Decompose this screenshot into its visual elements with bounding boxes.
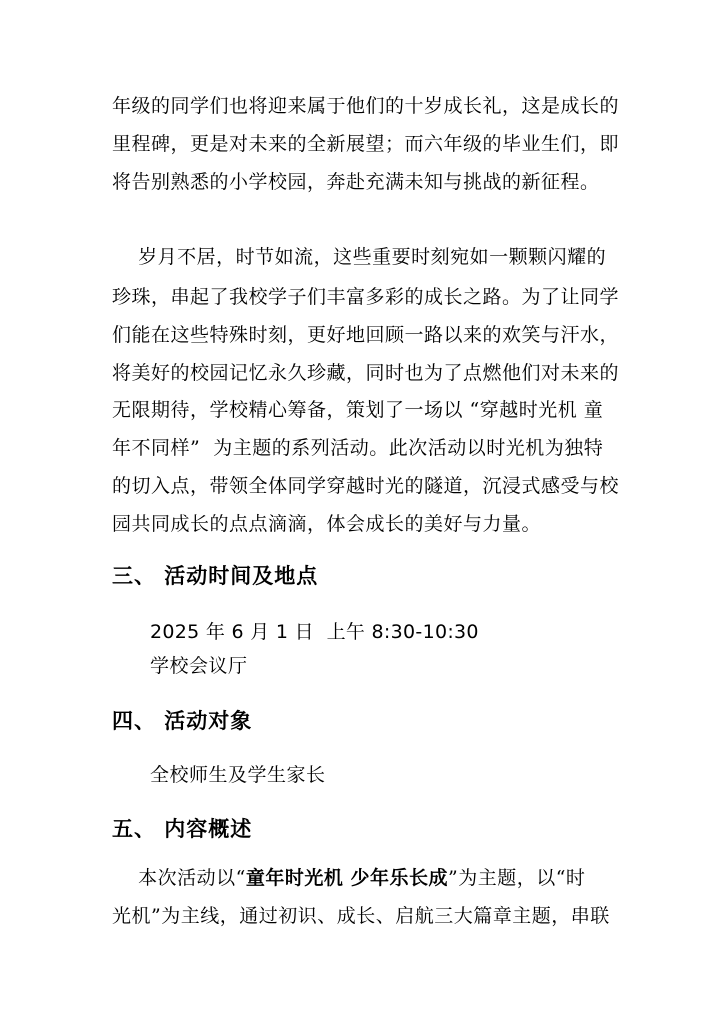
paragraph-line: 岁月不居，时节如流，这些重要时刻宛如一颗颗闪耀的 bbox=[112, 246, 607, 268]
section-heading-overview: 五、 内容概述 bbox=[112, 817, 253, 841]
paragraph-line: 将告别熟悉的小学校园，奔赴充满未知与挑战的新征程。 bbox=[112, 171, 600, 193]
paragraph-line bbox=[112, 866, 585, 890]
section-heading-audience: 四、 活动对象 bbox=[112, 709, 253, 733]
paragraph-line: 的切入点，带领全体同学穿越时光的隧道，沉浸式感受与校 bbox=[112, 475, 620, 497]
overview-theme: 童年时光机 少年乐长成 bbox=[245, 867, 448, 889]
paragraph-line: 年级的同学们也将迎来属于他们的十岁成长礼，这是成长的 bbox=[112, 95, 620, 117]
paragraph-line: 光机”为主线，通过初识、成长、启航三大篇章主题，串联 bbox=[112, 905, 610, 927]
overview-text: 本次活动以“ bbox=[112, 867, 246, 889]
paragraph-line: 年不同样” 为主题的系列活动。此次活动以时光机为独特 bbox=[112, 437, 604, 459]
paragraph-line: 园共同成长的点点滴滴，体会成长的美好与力量。 bbox=[112, 513, 542, 535]
paragraph-line: 里程碑，更是对未来的全新展望；而六年级的毕业生们，即 bbox=[112, 133, 620, 155]
event-audience: 全校师生及学生家长 bbox=[150, 764, 326, 786]
paragraph-line: 将美好的校园记忆永久珍藏，同时也为了点燃他们对未来的 bbox=[112, 362, 620, 384]
event-time: 2025 年 6 月 1 日 上午 8:30-10:30 bbox=[150, 621, 479, 643]
paragraph-line: 珍珠，串起了我校学子们丰富多彩的成长之路。为了让同学 bbox=[112, 286, 620, 308]
event-place: 学校会议厅 bbox=[150, 655, 248, 677]
section-heading-time-place: 三、 活动时间及地点 bbox=[112, 564, 319, 588]
paragraph-line: 无限期待，学校精心筹备，策划了一场以 “穿越时光机 童 bbox=[112, 399, 604, 421]
paragraph-line: 们能在这些特殊时刻，更好地回顾一路以来的欢笑与汗水， bbox=[112, 324, 620, 346]
overview-text: ”为主题，以“时 bbox=[448, 867, 586, 889]
